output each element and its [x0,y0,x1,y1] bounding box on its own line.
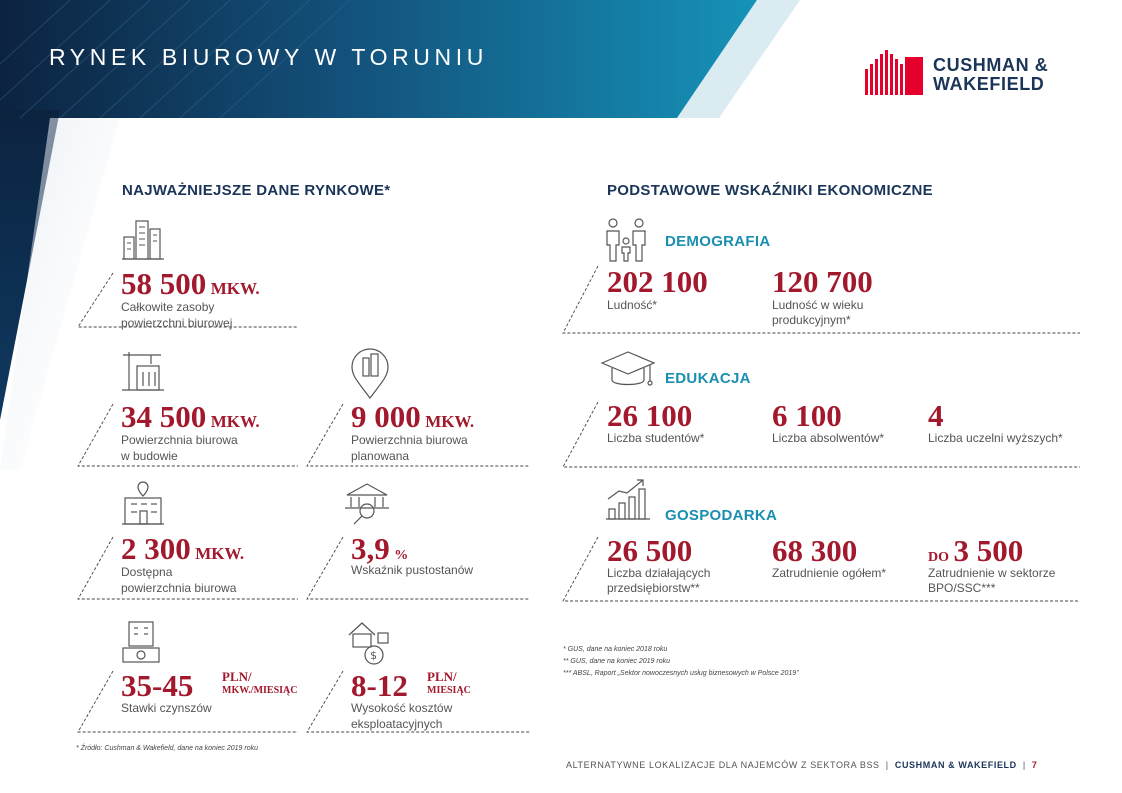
graduation-cap-icon [600,349,656,393]
stat-label: Wysokość kosztów [351,701,453,715]
stat-label: Ludność* [607,298,658,312]
stat-label: Dostępna [121,565,173,579]
left-footnote: * Źródło: Cushman & Wakefield, dane na koniec 2019 roku [76,745,258,752]
footer-brand: CUSHMAN & WAKEFIELD [894,760,1017,770]
footer-separator: | [885,760,889,770]
stat-bpo-employment [928,535,1023,566]
stat-value: 9 000 [351,399,421,434]
stat-label: powierzchni biurowej [121,316,233,330]
stat-label: Całkowite zasoby [121,300,215,314]
right-footnote: *** ABSL, Raport „Sektor nowoczesnych usług biznesowych w Polsce 2019” [563,670,799,677]
stat-unit: % [394,548,409,563]
stat-label: planowana [351,449,410,463]
page-number: 7 [1031,760,1038,770]
stat-value: 3 500 [953,533,1024,568]
stat-unit: MKW. [210,279,260,298]
svg-text:$: $ [370,649,377,662]
growth-chart-icon [605,477,651,521]
stat-label: Liczba studentów* [607,431,705,445]
page-title: RYNEK BIUROWY W TORUNIU [49,44,488,70]
stat-service-unit2: MIESIĄC [427,685,471,696]
stat-label: Zatrudnienie ogółem* [772,566,887,580]
logo-text-line1: CUSHMAN & [933,55,1049,75]
stat-graduates-value: 6 100 [772,398,842,433]
stat-label: BPO/SSC*** [928,581,996,595]
demography-heading: DEMOGRAFIA [665,233,771,250]
stat-label: eksploatacyjnych [351,717,443,731]
stat-rent-unit1: PLN/ [222,669,252,684]
stat-employment-value: 68 300 [772,533,858,568]
stat-working-age-value: 120 700 [772,264,873,299]
right-footnote: ** GUS, dane na koniec 2019 roku [563,658,671,665]
stat-service-unit1: PLN/ [427,669,457,684]
stat-label: Stawki czynszów [121,701,212,715]
stat-value: 2 300 [121,531,191,566]
stat-label: w budowie [121,449,178,463]
stat-rent-value: 35-45 [121,668,194,703]
stat-label: Zatrudnienie w sektorze [928,566,1056,580]
stat-service-value: 8-12 [351,668,408,703]
right-footnote: * GUS, dane na koniec 2018 roku [563,646,668,653]
page-footer [566,760,1038,770]
stat-prefix: DO [928,550,949,565]
stat-rent-unit2: MKW./MIESIĄC [222,685,298,696]
stat-value: 58 500 [121,266,207,301]
stat-label: powierzchnia biurowa [121,581,237,595]
stat-label: Liczba uczelni wyższych* [928,431,1063,445]
stat-label: Powierzchnia biurowa [121,433,238,447]
stat-unit: MKW. [425,412,475,431]
stat-label: produkcyjnym* [772,313,851,327]
market-data-heading: NAJWAŻNIEJSZE DANE RYNKOWE* [122,182,391,199]
economic-indicators-heading: PODSTAWOWE WSKAŹNIKI EKONOMICZNE [607,182,933,199]
economy-heading: GOSPODARKA [665,507,778,524]
footer-text: ALTERNATYWNE LOKALIZACJE DLA NAJEMCÓW Z SEKTORA BSS [566,760,880,770]
stat-label: Powierzchnia biurowa [351,433,468,447]
stat-population-value: 202 100 [607,264,708,299]
stat-label: Liczba działających [607,566,711,580]
stat-universities-value: 4 [928,398,944,433]
stat-label: przedsiębiorstw** [607,581,700,595]
stat-value: 3,9 [351,531,390,566]
footer-separator: | [1022,760,1026,770]
stat-value: 34 500 [121,399,207,434]
stat-label: Wskaźnik pustostanów [351,563,474,577]
stat-students-value: 26 100 [607,398,693,433]
stat-unit: MKW. [195,544,245,563]
family-people-icon [604,217,650,263]
stat-companies-value: 26 500 [607,533,693,568]
education-heading: EDUKACJA [665,370,751,387]
stat-label: Ludność w wieku [772,298,864,312]
stat-unit: MKW. [210,412,260,431]
stat-label: Liczba absolwentów* [772,431,885,445]
logo-text-line2: WAKEFIELD [933,74,1045,94]
